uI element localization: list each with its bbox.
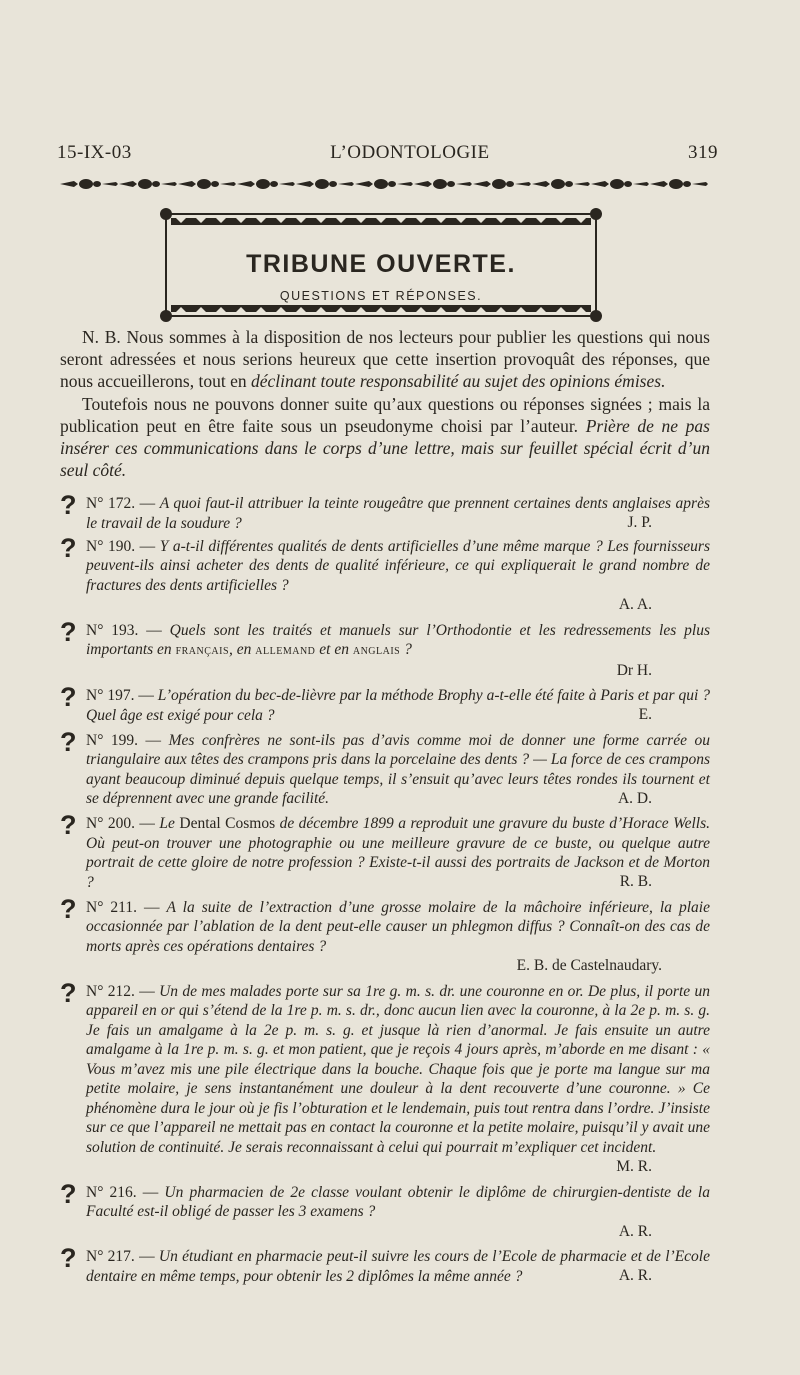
question-mark-icon: ? — [60, 682, 77, 712]
running-head — [57, 142, 718, 164]
corner-dot-ornament — [590, 208, 602, 220]
journal-title: L’ODONTOLOGIE — [330, 142, 490, 163]
question-item — [60, 893, 710, 976]
question-signature: J. P. — [627, 514, 652, 531]
question-signature: R. B. — [619, 873, 652, 890]
question-signature: Dr H. — [616, 661, 652, 679]
question-text: Un étudiant en pharmacie peut-il suivre les cours de l’Ecole de pharmacie et de l’Ecole dentaire en même temps, pour obtenir les 2 diplômes la même année ? — [86, 1248, 710, 1285]
question-text: L’opération du bec-de-lièvre par la méthode Brophy a-t-elle été faite à Paris et par qui ? Quel âge est exigé pour cela ? — [86, 687, 710, 724]
question-list — [60, 490, 710, 1292]
question-number: N° 197. — — [86, 687, 158, 704]
question-signature: A. R. — [618, 1267, 652, 1284]
page-number: 319 — [688, 142, 718, 163]
issue-date: 15-IX-03 — [57, 142, 132, 163]
question-item — [60, 682, 710, 725]
ornamental-rule — [60, 176, 710, 192]
question-mark-icon: ? — [60, 532, 77, 563]
box-bottom-border-ornament — [171, 305, 591, 312]
question-number: N° 211. — — [86, 898, 167, 916]
box-top-border-ornament — [171, 218, 591, 225]
corner-dot-ornament — [160, 310, 172, 322]
question-text: Mes confrères ne sont-ils pas d’avis comme moi de donner une forme carrée ou triangulaire aux têtes des crampons pris dans la porcelaine des dents ? — La force de ces crampons ayant beaucoup diminué depuis quelque temps, il s’ensuit qu’avec leurs têtes rondes ils tournent et se déprennent avec une grande facilité. — [86, 731, 710, 807]
question-mark-icon: ? — [60, 490, 77, 520]
corner-dot-ornament — [590, 310, 602, 322]
intro-paragraph: N. B. Nous sommes à la disposition de nos lecteurs pour publier les questions qui nous seront adressées et nous serions heureux que cette insertion provoquât des réponses, que nous accueillerons, tout en déclinant toute responsabilité au sujet des opinions émises. — [60, 327, 710, 391]
question-number: N° 193. — — [86, 621, 170, 639]
question-number: N° 212. — — [86, 982, 160, 1000]
question-number: N° 199. — — [86, 731, 169, 749]
question-signature: E. — [638, 706, 652, 723]
question-text: Un pharmacien de 2e classe voulant obtenir le diplôme de chirurgien-dentiste de la Faculté est-il obligé de passer les 3 examens ? — [86, 1183, 710, 1220]
question-signature: E. B. de Castelnaudary. — [516, 957, 662, 974]
question-mark-icon: ? — [60, 616, 77, 647]
question-item: ? N° 200. — Le Dental Cosmos de décembre 1899 a reproduit une gravure du buste d’Horace Wells. Où peut-on trouver une photographie ou une meilleure gravure de ce buste, ou quelque autre portrait de cette gloire de notre profession ? Existe-t-il aussi des portraits de Jackson et de Morton ? R. B. — [60, 810, 710, 891]
section-title: TRIBUNE OUVERTE. — [246, 250, 516, 278]
question-signature: M. R. — [616, 1158, 652, 1175]
question-item — [60, 726, 710, 809]
question-number: N° 217. — — [86, 1248, 159, 1265]
question-number: N° 200. — — [86, 815, 160, 832]
question-number: N° 190. — — [86, 537, 160, 555]
question-item — [60, 532, 710, 615]
question-number: N° 172. — — [86, 495, 160, 512]
question-mark-icon: ? — [60, 977, 77, 1008]
question-signature: A. A. — [618, 596, 652, 613]
question-item: ? N° 193. — Quels sont les traités et manuels sur l’Orthodontie et les redressements les plus importants en français, en allemand et en anglais ? Dr H. — [60, 616, 710, 679]
question-text: Y a-t-il différentes qualités de dents artificielles d’une même marque ? Les fournisseurs peuvent-ils ainsi acheter des dents de qualité inférieure, ce qui expliquerait le grand nombre de fractures des dents artificielles ? — [86, 537, 710, 594]
section-subtitle: QUESTIONS ET RÉPONSES. — [279, 289, 483, 303]
intro-text — [60, 326, 710, 481]
question-mark-icon: ? — [60, 893, 77, 924]
question-text: A quoi faut-il attribuer la teinte rougeâtre que prennent certaines dents anglaises après le travail de la soudure ? — [86, 495, 710, 532]
corner-dot-ornament — [160, 208, 172, 220]
question-item — [60, 490, 710, 533]
question-number: N° 216. — — [86, 1183, 165, 1201]
question-text: A la suite de l’extraction d’une grosse molaire de la mâchoire inférieure, la plaie occasionnée par l’ablation de la dent peut-elle causer un phlegmon diffus ? Connaît-on des cas de morts après ces opérations dentaires ? — [86, 898, 710, 955]
question-mark-icon: ? — [60, 726, 77, 757]
question-item — [60, 977, 710, 1177]
question-mark-icon: ? — [60, 1243, 77, 1273]
question-signature: A. D. — [617, 789, 652, 807]
question-text: Un de mes malades porte sur sa 1re g. m. s. dr. une couronne en or. De plus, il porte un appareil en or qui s’étend de la 1re p. m. s. dr., donc aucun lien avec la couronne, à la 2e p. m. s. g. Je fais un amalgame à la 2e p. m. s. g. et jusque là rien d’anormal. Je fais ensuite un autre amalgame à la 1re p. m. s. g. et mon patient, que je reçois 4 jours après, m’aborde en me disant : « Vous m’avez mis une pile électrique dans la bouche. Chaque fois que je porte ma langue sur ma petite molaire, je sens instantanément une douleur à la dent recouverte d’une couronne. » Ce phénomène dura le jour où je fis l’obturation et le lendemain, puis tout rentra dans l’ordre. J’insiste sur ce que l’appareil ne mettait pas en contact la couronne et la petite molaire, puisqu’il y avait une solution de continuité. Je serais reconnaissant à celui qui pourrait m’expliquer cet incident. — [86, 982, 710, 1156]
question-mark-icon: ? — [60, 1178, 77, 1209]
intro-paragraph: Toutefois nous ne pouvons donner suite qu’aux questions ou réponses signées ; mais la publication peut en être faite sous un pseudonyme choisi par l’auteur. Prière de ne pas insérer ces communications dans le corps d’une lettre, mais sur feuillet spécial écrit d’un seul côté. — [60, 394, 710, 480]
question-item — [60, 1243, 710, 1286]
question-item — [60, 1178, 710, 1242]
question-mark-icon: ? — [60, 810, 77, 840]
section-heading-box — [165, 213, 597, 317]
question-signature: A. R. — [618, 1222, 652, 1240]
